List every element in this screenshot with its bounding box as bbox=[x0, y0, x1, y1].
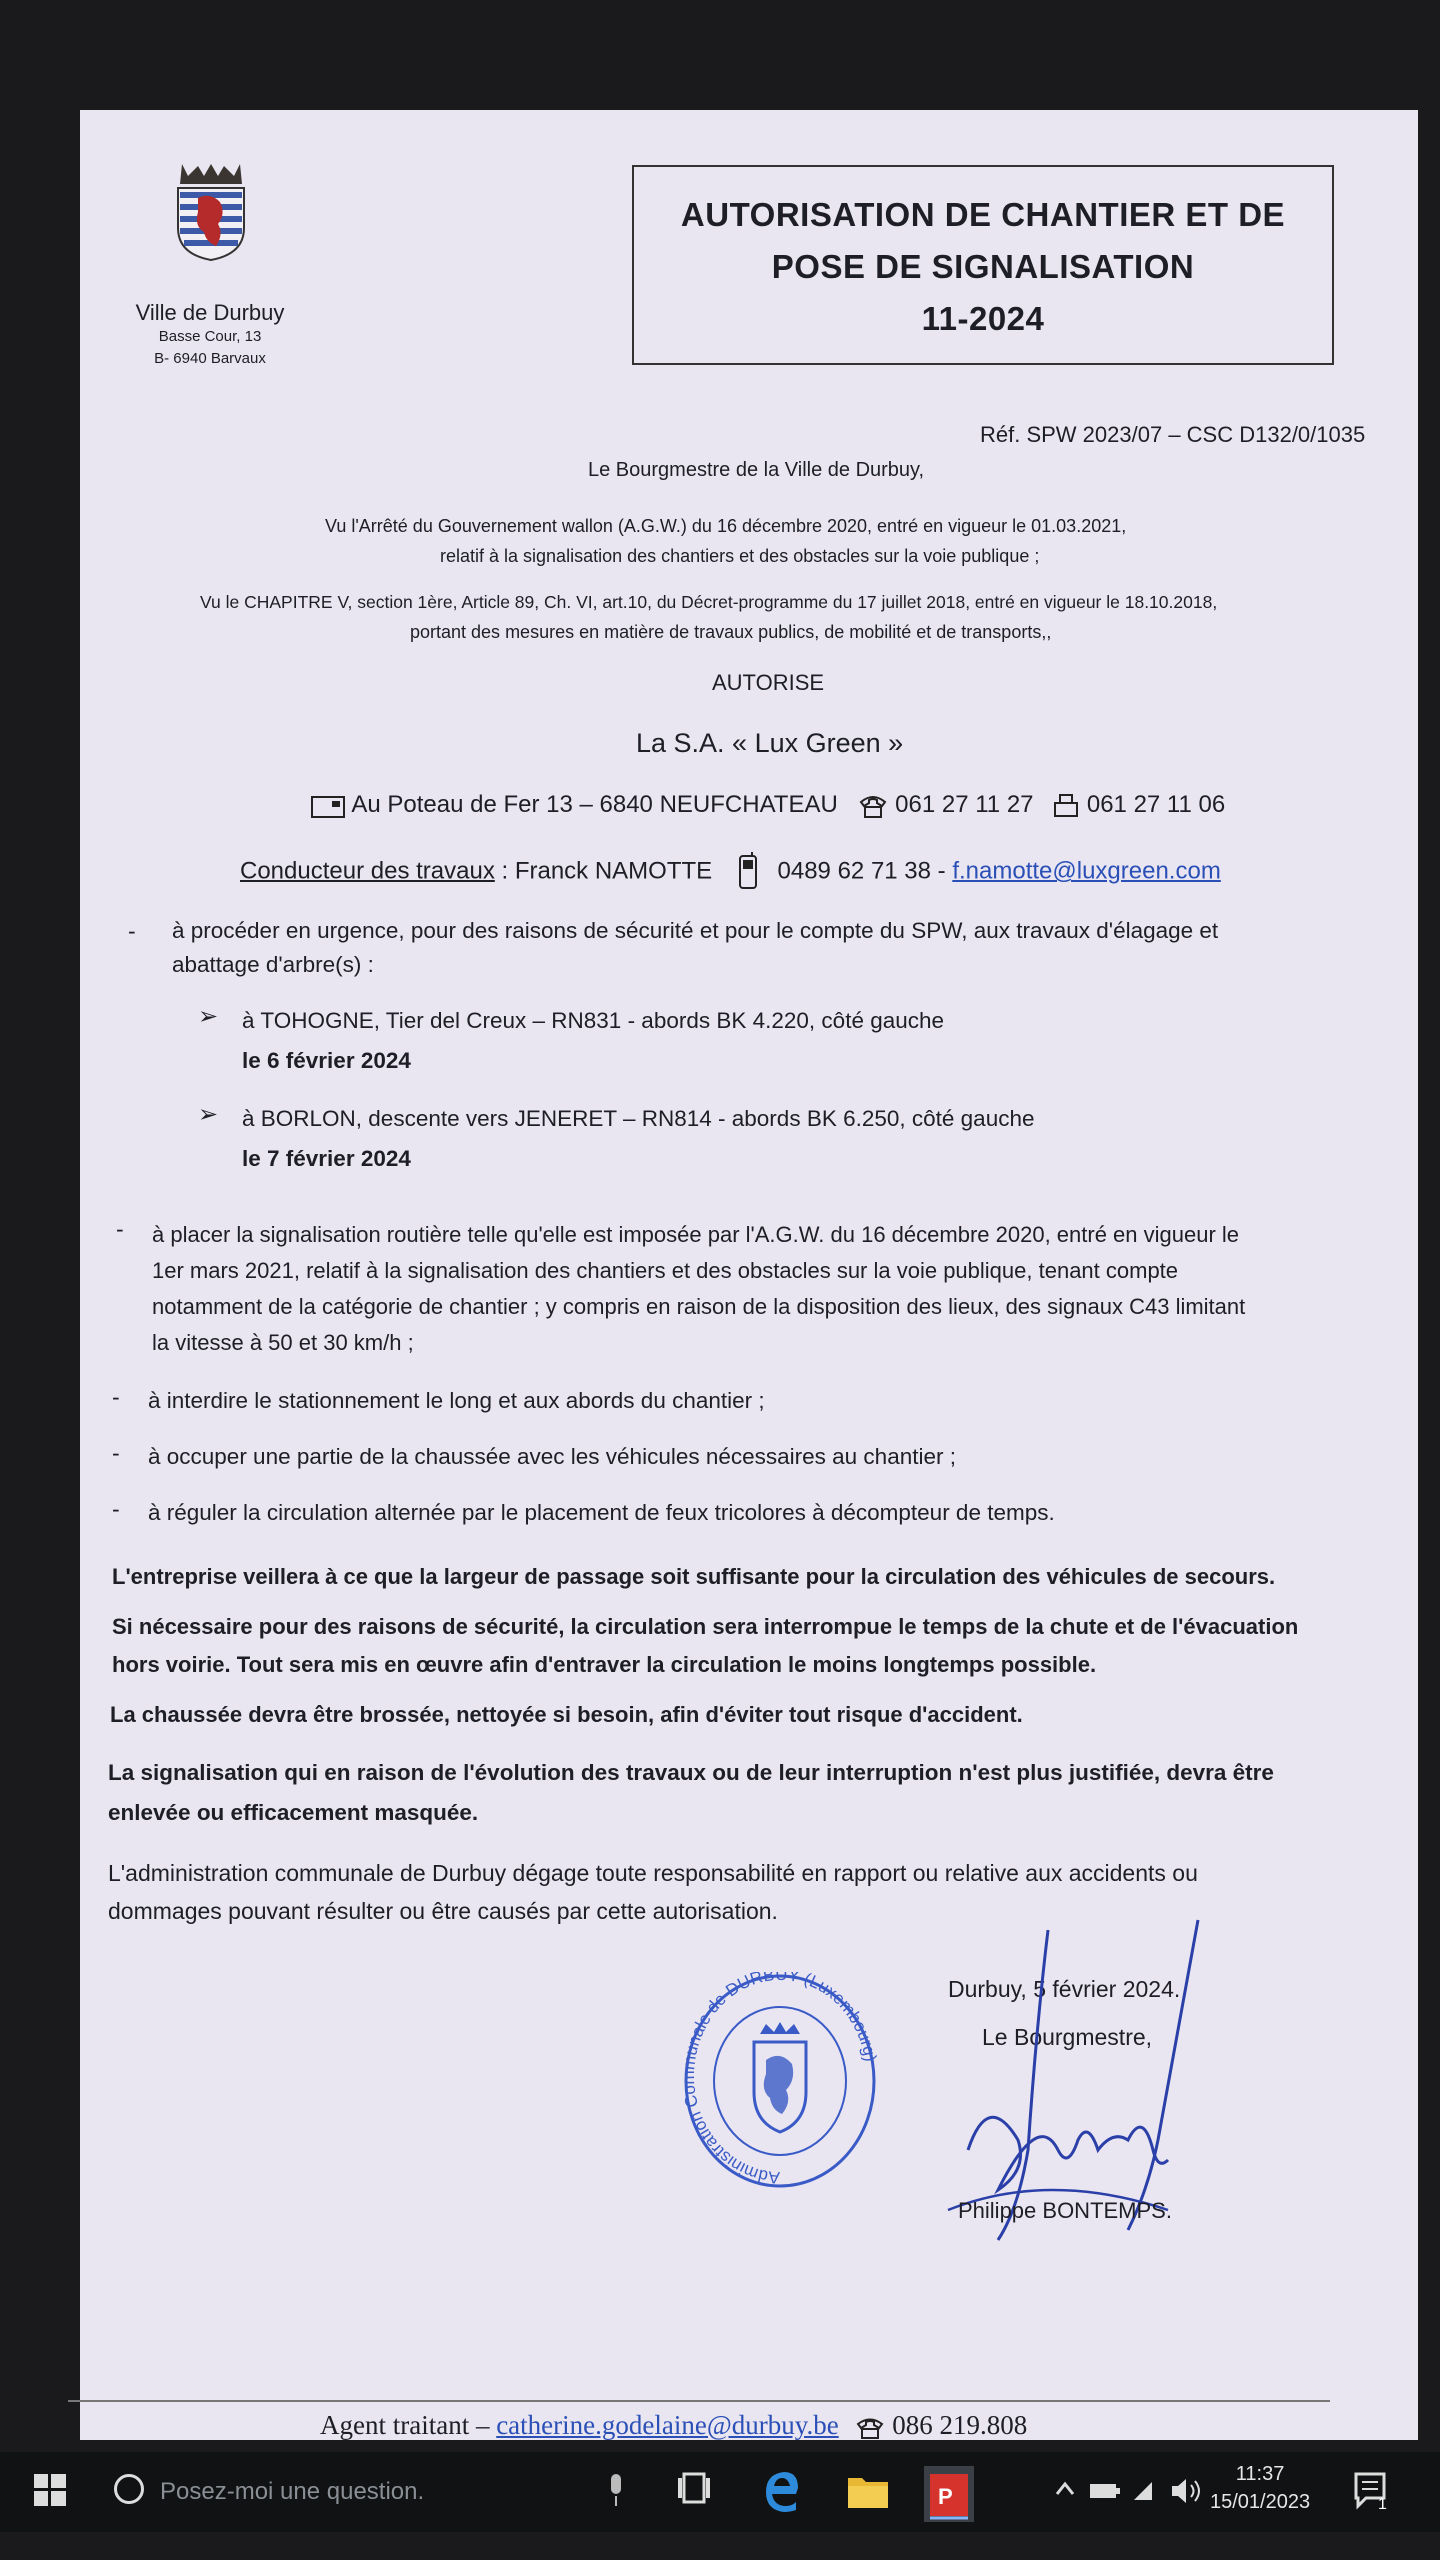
arrow-bullet-icon: ➢ bbox=[198, 1003, 219, 1030]
works-manager-name: : Franck NAMOTTE bbox=[494, 857, 713, 885]
stamp-text: Administration C unale de DURBUY (Luxembourg bbox=[682, 1972, 878, 2188]
mayor-line: Le Bourgmestre de la Ville de Durbuy, bbox=[588, 459, 925, 481]
location-2: à BORLON, descente vers JENERET – RN814 - abords BK 6.250, côté gauche bbox=[242, 1106, 1035, 1131]
fax-icon bbox=[1052, 793, 1080, 819]
agent-label: Agent traitant – bbox=[320, 2410, 497, 2440]
item-3: à interdire le stationnement le long et aux abords du chantier ; bbox=[148, 1388, 765, 1413]
condition-4-line-1: La signalisation qui en raison de l'évolution des travaux ou de leur interruption n'est plus justifiée, devra être bbox=[108, 1760, 1274, 1785]
chevron-up-icon[interactable] bbox=[1054, 2478, 1076, 2500]
arrow-bullet-icon: ➢ bbox=[198, 1101, 219, 1128]
item-2-line-2: 1er mars 2021, relatif à la signalisation des chantiers et des obstacles sur la voie publique, tenant compte bbox=[152, 1258, 1179, 1283]
file-explorer-icon[interactable] bbox=[846, 2466, 890, 2514]
taskbar bbox=[0, 2452, 1440, 2532]
condition-3: La chaussée devra être brossée, nettoyée si besoin, afin d'éviter tout risque d'accident. bbox=[110, 1702, 1023, 1727]
item-1-line-2: abattage d'arbre(s) : bbox=[172, 952, 374, 977]
agent-phone: 086 219.808 bbox=[892, 2410, 1028, 2440]
notification-count-badge: 1 bbox=[1378, 2496, 1387, 2513]
location-1: à TOHOGNE, Tier del Creux – RN831 - abords BK 4.220, côté gauche bbox=[242, 1008, 945, 1033]
phone-icon bbox=[858, 793, 888, 819]
email-separator: - bbox=[931, 857, 953, 885]
disclaimer-line-2: dommages pouvant résulter ou être causés par cette autorisation. bbox=[108, 1898, 778, 1924]
clock-time: 11:37 bbox=[1235, 2463, 1285, 2485]
taskbar-search-box[interactable] bbox=[104, 2460, 604, 2522]
address-line: B- 6940 Barvaux bbox=[154, 350, 266, 367]
mailbox-icon bbox=[310, 793, 346, 819]
network-icon[interactable] bbox=[1130, 2478, 1156, 2504]
item-2-line-1: à placer la signalisation routière telle qu'elle est imposée par l'A.G.W. du 16 décembre 2020, entré en vigueur le bbox=[152, 1222, 1240, 1247]
bullet-dash: - bbox=[112, 1384, 120, 1410]
autorise-heading: AUTORISE bbox=[712, 670, 825, 695]
company-phone: 061 27 11 27 bbox=[895, 791, 1034, 818]
coat-of-arms-icon bbox=[172, 162, 250, 262]
legal-basis-2b: portant des mesures en matière de travaux publics, de mobilité et de transports,, bbox=[410, 622, 1052, 642]
signature-role: Le Bourgmestre, bbox=[982, 2024, 1153, 2050]
legal-basis-1: Vu l'Arrêté du Gouvernement wallon (A.G.W.) du 16 décembre 2020, entré en vigueur le 01.03.2021, bbox=[325, 516, 1127, 536]
reference: Réf. SPW 2023/07 – CSC D132/0/1035 bbox=[980, 422, 1366, 447]
agent-email-link[interactable]: catherine.godelaine@durbuy.be bbox=[496, 2410, 839, 2440]
battery-icon[interactable] bbox=[1088, 2478, 1122, 2504]
town-crest bbox=[156, 162, 266, 267]
company-name: La S.A. « Lux Green » bbox=[636, 728, 904, 758]
svg-text:P: P bbox=[938, 2484, 953, 2509]
condition-2-line-2: hors voirie. Tout sera mis en œuvre afin d'entraver la circulation le moins longtemps possible. bbox=[112, 1652, 1097, 1677]
document-page bbox=[80, 110, 1418, 2440]
official-stamp bbox=[682, 1972, 878, 2190]
town-name: Ville de Durbuy bbox=[135, 300, 285, 325]
clock-date: 15/01/2023 bbox=[1210, 2491, 1311, 2513]
item-4: à occuper une partie de la chaussée avec les véhicules nécessaires au chantier ; bbox=[148, 1444, 956, 1469]
start-button[interactable] bbox=[34, 2474, 66, 2506]
works-manager-email-link[interactable]: f.namotte@luxgreen.com bbox=[952, 857, 1221, 885]
date-2: le 7 février 2024 bbox=[242, 1146, 411, 1171]
bullet-dash: - bbox=[116, 1216, 124, 1242]
works-manager-mobile: 0489 62 71 38 bbox=[777, 857, 931, 885]
title-number: 11-2024 bbox=[921, 300, 1045, 337]
company-address: Au Poteau de Fer 13 – 6840 NEUFCHATEAU bbox=[351, 791, 838, 818]
condition-4-line-2: enlevée ou efficacement masquée. bbox=[108, 1800, 479, 1825]
footer-agent-line bbox=[320, 2410, 1027, 2441]
volume-icon[interactable] bbox=[1170, 2476, 1204, 2506]
legal-basis-2: Vu le CHAPITRE V, section 1ère, Article 89, Ch. VI, art.10, du Décret-programme du 17 juillet 2018, entré en vigueur le 18.10.2018, bbox=[200, 592, 1218, 612]
footer-divider bbox=[68, 2400, 1330, 2402]
company-fax: 061 27 11 06 bbox=[1086, 791, 1226, 818]
item-1-line-1: à procéder en urgence, pour des raisons de sécurité et pour le compte du SPW, aux travaux d'élagage et bbox=[172, 918, 1219, 943]
item-2-line-4: la vitesse à 50 et 30 km/h ; bbox=[152, 1330, 414, 1355]
bullet-dash: - bbox=[128, 918, 136, 944]
pdf-app-icon[interactable] bbox=[924, 2466, 974, 2522]
signature-place-date: Durbuy, 5 février 2024. bbox=[948, 1976, 1181, 2002]
taskbar-clock[interactable] bbox=[1210, 2460, 1310, 2516]
edge-browser-icon[interactable] bbox=[762, 2466, 802, 2514]
item-2-line-3: notamment de la catégorie de chantier ; y compris en raison de la disposition des lieux, des signaux C43 limitant bbox=[152, 1294, 1246, 1319]
mobile-phone-icon bbox=[733, 852, 763, 892]
works-manager-line bbox=[240, 852, 1221, 892]
item-5: à réguler la circulation alternée par le placement de feux tricolores à décompteur de temps. bbox=[148, 1500, 1055, 1525]
task-view-icon[interactable] bbox=[676, 2466, 712, 2510]
legal-basis-1b: relatif à la signalisation des chantiers et des obstacles sur la voie publique ; bbox=[440, 546, 1040, 566]
signatory-name: Philippe BONTEMPS. bbox=[958, 2198, 1172, 2223]
town-address-block bbox=[120, 300, 300, 370]
date-1: le 6 février 2024 bbox=[242, 1048, 411, 1073]
condition-2-line-1: Si nécessaire pour des raisons de sécurité, la circulation sera interrompue le temps de la chute et de l'évacuation bbox=[112, 1614, 1299, 1639]
cortana-icon[interactable] bbox=[114, 2474, 144, 2504]
phone-icon bbox=[855, 2416, 885, 2440]
condition-1: L'entreprise veillera à ce que la largeur de passage soit suffisante pour la circulation des véhicules de secours. bbox=[112, 1564, 1276, 1589]
microphone-icon[interactable] bbox=[606, 2472, 626, 2508]
title-line: POSE DE SIGNALISATION bbox=[771, 248, 1195, 285]
search-placeholder: Posez-moi une question. bbox=[160, 2478, 425, 2505]
works-manager-label: Conducteur des travaux bbox=[240, 857, 495, 885]
bullet-dash: - bbox=[112, 1440, 120, 1466]
bullet-dash: - bbox=[112, 1496, 120, 1522]
title-line: AUTORISATION DE CHANTIER ET DE bbox=[680, 196, 1286, 233]
document-title-box bbox=[632, 165, 1334, 365]
company-contact-line bbox=[310, 790, 1225, 820]
disclaimer-line-1: L'administration communale de Durbuy dégage toute responsabilité en rapport ou relative aux accidents ou bbox=[108, 1860, 1198, 1886]
address-line: Basse Cour, 13 bbox=[158, 328, 262, 345]
